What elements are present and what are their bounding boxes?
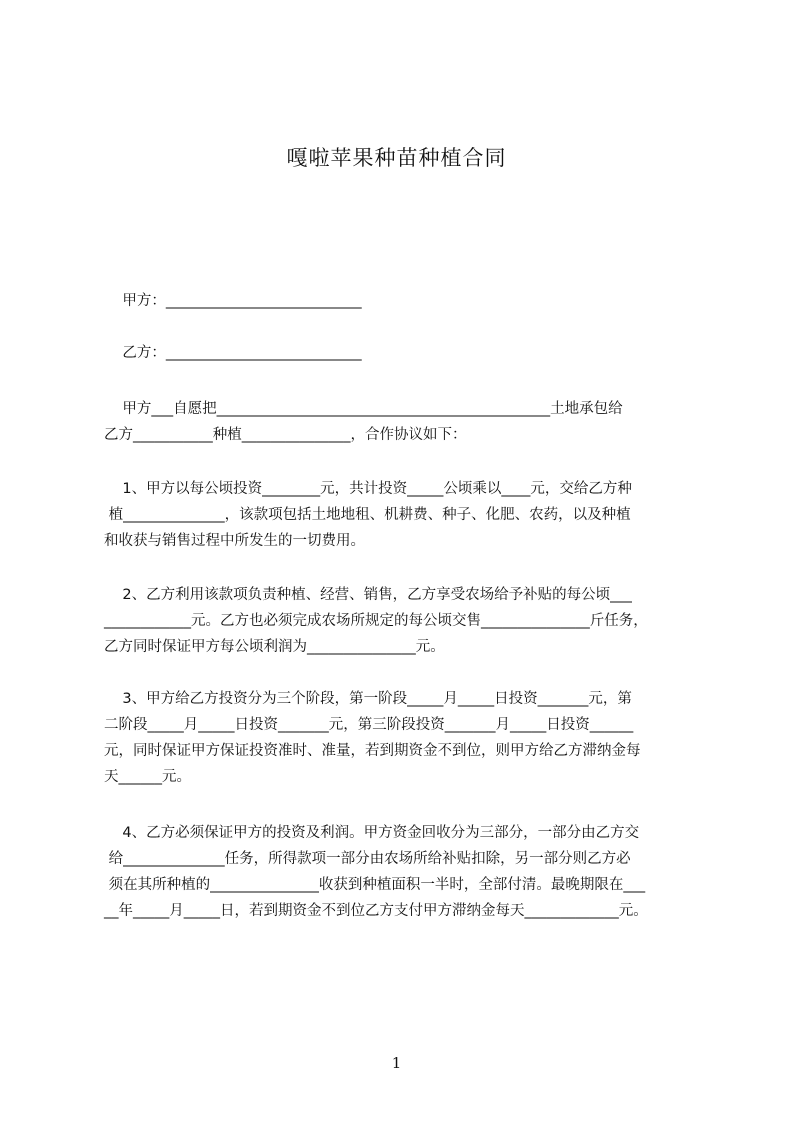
clause-line: 植______________，该款项包括土地地租、机耕费、种子、化肥、农药，以及种植	[104, 507, 631, 523]
clause-line: 须在其所种植的_______________收获到种植面积一半时，全部付清。最晚期限在___	[104, 877, 646, 893]
clause-line: 元，同时保证甲方保证投资准时、准量，若到期资金不到位，则甲方给乙方滞纳金每	[104, 743, 641, 759]
intro-line: 甲方___自愿把______________________________________________土地承包给	[104, 401, 623, 417]
party-b-line: 乙方：___________________________	[104, 345, 362, 361]
clause-line: 4、乙方必须保证甲方的投资及利润。甲方资金回收分为三部分，一部分由乙方交	[104, 825, 640, 841]
clause-line: 天______元。	[104, 769, 191, 785]
clause-line: 乙方同时保证甲方每公顷利润为_______________元。	[104, 639, 445, 655]
clause-line: ____________元。乙方也必须完成农场所规定的每公顷交售_______________斤任务，	[104, 613, 648, 629]
clause-line: 1、甲方以每公顷投资________元，共计投资_____公顷乘以____元，交给乙方种	[104, 481, 632, 497]
party-a-line: 甲方：___________________________	[104, 293, 362, 309]
intro-line: 乙方___________种植_______________，合作协议如下：	[104, 427, 467, 443]
document-title: 嘎啦苹果种苗种植合同	[286, 146, 507, 170]
page-number: 1	[391, 1054, 402, 1072]
intro-paragraph	[104, 396, 704, 448]
clause-line: 二阶段_____月_____日投资_______元，第三阶段投资_______月_____日投资______	[104, 717, 634, 733]
clause-4-paragraph	[104, 820, 704, 924]
clause-line: 和收获与销售过程中所发生的一切费用。	[104, 533, 365, 549]
clause-line: __年_____月_____日，若到期资金不到位乙方支付甲方滞纳金每天_____________元。	[104, 903, 648, 919]
clause-1-paragraph	[104, 476, 704, 554]
clause-2-paragraph	[104, 582, 704, 660]
clause-line: 3、甲方给乙方投资分为三个阶段，第一阶段_____月_____日投资_______元，第	[104, 691, 632, 707]
clause-line: 2、乙方利用该款项负责种植、经营、销售，乙方享受农场给予补贴的每公顷___	[104, 587, 632, 603]
clause-3-paragraph	[104, 686, 704, 790]
clause-line: 给______________任务，所得款项一部分由农场所给补贴扣除，另一部分则乙方必	[104, 851, 631, 867]
